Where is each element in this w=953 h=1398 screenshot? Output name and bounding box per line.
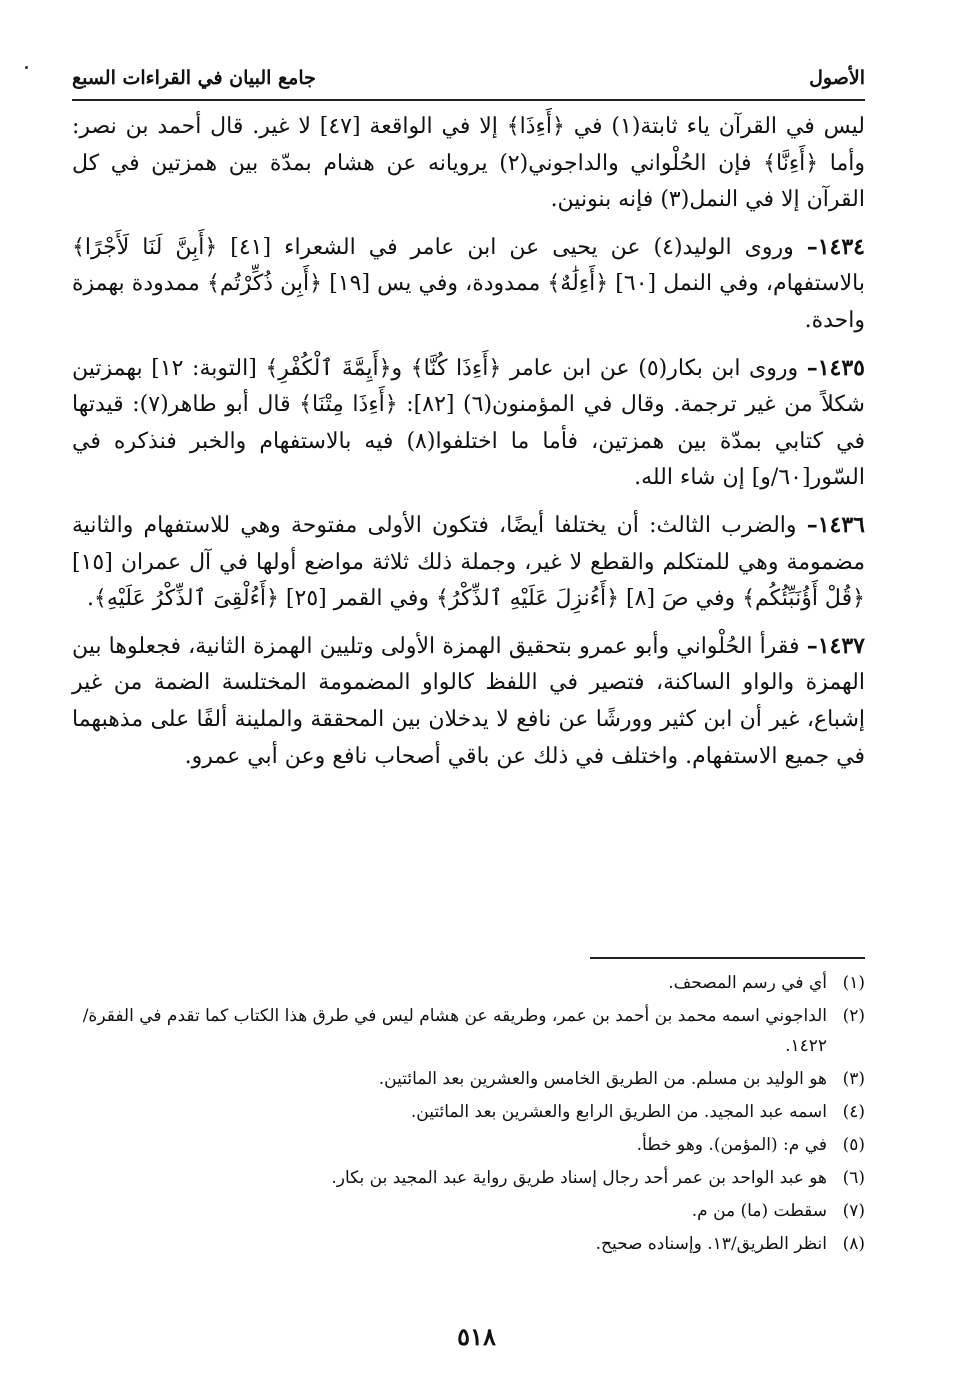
footnote-text: في م: (المؤمن). وهو خطأ.: [636, 1135, 827, 1155]
paragraph: [72, 350, 865, 497]
footnote-number: (٥): [842, 1135, 865, 1155]
footnote: [72, 1229, 865, 1259]
paragraph: [72, 108, 865, 219]
footnote: [72, 1163, 865, 1193]
header-rule: [72, 99, 865, 101]
paragraph-text: والضرب الثالث: أن يختلفا أيضًا، فتكون الأولى مفتوحة وهي للاستفهام والثانية مضمومة وهي للمتكلم والقطع لا غير، وجملة ذلك ثلاثة مواضع أولها في آل عمران [١٥] ﴿قُلْ أَؤُنَبِّئُكُم﴾ وفي صَ [٨] ﴿أَءُنزِلَ عَلَيْهِ ٱلذِّكْرُ﴾ وفي القمر [٢٥] ﴿أَءُلْقِىَ ٱلذِّكْرُ عَلَيْهِ﴾.: [72, 512, 865, 612]
main-text: [72, 108, 865, 785]
paragraph-number: ١٤٣٥–: [806, 354, 865, 381]
paragraph-text: فقرأ الحُلْواني وأبو عمرو بتحقيق الهمزة الأولى وتليين الهمزة الثانية، فجعلوها بين الهمزة والواو الساكنة، فتصير في اللفظ كالواو المضمومة المختلسة الضمة من غير إشباع، غير أن ابن كثير وورشًا عن نافع لا يدخلان بين المحققة والملينة ألفًا على مذهبهما في جميع الاستفهام. واختلف في ذلك عن باقي أصحاب نافع وعن أبي عمرو.: [72, 633, 865, 769]
footnote-number: (١): [842, 973, 865, 993]
paragraph-text: وروى الوليد(٤) عن يحيى عن ابن عامر في الشعراء [٤١] ﴿أَبِنَّ لَنَا لَأَجْرًا﴾ بالاستفهام، وفي النمل [٦٠] ﴿أَءِلَٰهٌ﴾ ممدودة، وفي يس [١٩] ﴿أَبِن ذُكِّرْتُم﴾ ممدودة بهمزة واحدة.: [72, 234, 866, 333]
header-section: الأصول: [809, 67, 865, 89]
footnote-text: اسمه عبد المجيد. من الطريق الرابع والعشرين بعد المائتين.: [410, 1102, 827, 1122]
paragraph: [72, 507, 865, 618]
footnote: [72, 1196, 865, 1226]
footnote-text: هو عبد الواحد بن عمر أحد رجال إسناد طريق رواية عبد المجيد بن بكار.: [331, 1168, 827, 1188]
paragraph-number: ١٤٣٧–: [806, 632, 865, 659]
footnote-text: انظر الطريق/١٣. وإسناده صحيح.: [595, 1234, 827, 1254]
paragraph-text: ليس في القرآن ياء ثابتة(١) في ﴿أَءِذَا﴾ إلا في الواقعة [٤٧] لا غير. قال أحمد بن نصر: وأما ﴿أَءِنَّا﴾ فإن الحُلْواني والداجوني(٢) يرويانه عن هشام بمدّة بين همزتين في كل القرآن إلا في النمل(٣) فإنه بنونين.: [72, 114, 865, 213]
paragraph: [72, 628, 865, 775]
footnote-text: الداجوني اسمه محمد بن أحمد بن عمر، وطريقه عن هشام ليس في طرق هذا الكتاب كما تقدم في الفقرة/١٤٢٢.: [82, 1006, 827, 1056]
footnote-rule: [590, 957, 865, 959]
footnote-number: (٣): [842, 1069, 865, 1089]
footnotes: [72, 968, 865, 1262]
footnote-text: هو الوليد بن مسلم. من الطريق الخامس والعشرين بعد المائتين.: [378, 1069, 827, 1089]
paragraph-number: ١٤٣٦–: [806, 511, 865, 538]
header-book-title: جامع البيان في القراءات السبع: [72, 67, 316, 89]
paragraph-number: ١٤٣٤–: [806, 233, 865, 260]
scan-speck: [25, 66, 28, 69]
footnote-text: سقطت (ما) من م.: [691, 1201, 827, 1221]
footnote: [72, 968, 865, 998]
footnote-number: (٢): [842, 1006, 865, 1026]
running-header: [72, 58, 865, 98]
footnote: [72, 1097, 865, 1127]
footnote-text: أي في رسم المصحف.: [668, 973, 827, 993]
footnote: [72, 1001, 865, 1061]
footnote-number: (٨): [842, 1234, 865, 1254]
footnote-number: (٧): [842, 1201, 865, 1221]
footnote: [72, 1130, 865, 1160]
paragraph-text: وروى ابن بكار(٥) عن ابن عامر ﴿أَءِذَا كُنَّا﴾ و﴿أَيِمَّةَ ٱلْكُفْرِ﴾ [التوبة: ١٢] بهمزتين شكلاً من غير ترجمة. وقال في المؤمنون(٦) [٨٢]: ﴿أَءِذَا مِتْنَا﴾ قال أبو طاهر(٧): قيدتها في كتابي بمدّة بين همزتين، فأما ما اختلفوا(٨) فيه بالاستفهام والخبر فنذكره في السّور[٦٠/و] إن شاء الله.: [72, 355, 866, 491]
footnote-number: (٦): [842, 1168, 865, 1188]
footnote-number: (٤): [842, 1102, 865, 1122]
paragraph: [72, 229, 865, 340]
page-number: ٥١٨: [457, 1322, 496, 1351]
footnote: [72, 1064, 865, 1094]
